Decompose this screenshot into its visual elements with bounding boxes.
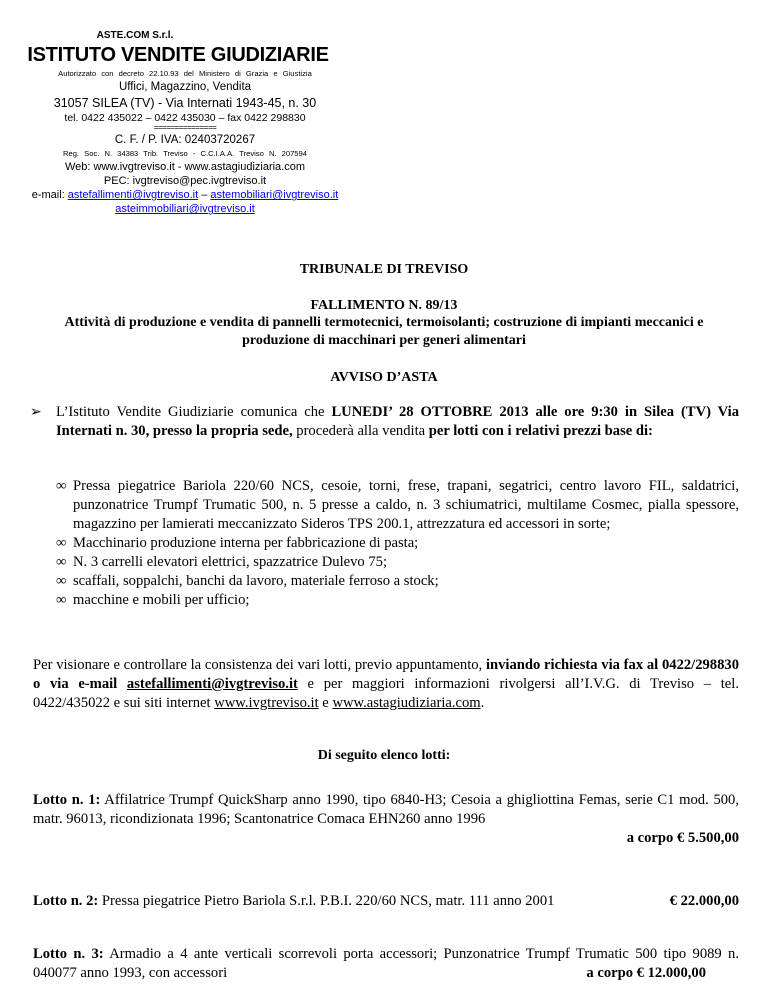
notice-title: AVVISO D’ASTA — [330, 370, 438, 385]
lot-label: Lotto n. 3: — [33, 946, 104, 962]
email-mobiliari-link[interactable]: astemobiliari@ivgtreviso.it — [210, 189, 339, 202]
letterhead — [0, 30, 370, 215]
lot-label: Lotto n. 2: — [33, 893, 99, 909]
lot-label: Lotto n. 1: — [33, 792, 101, 808]
email-line — [0, 189, 370, 201]
court-title: TRIBUNALE DI TREVISO — [299, 262, 469, 277]
lot-description: Armadio a 4 ante verticali scorrevoli porta accessori; Punzonatrice Trumpf Trumatic 500 tipo 9089 n. 040077 anno 1993, con accessori — [33, 946, 739, 981]
header-separator: =============== — [153, 123, 217, 133]
viewing-info — [33, 656, 739, 713]
viewing-end: . — [480, 695, 485, 711]
bullet-mark: ∞ — [56, 554, 67, 570]
bullet-mark: ∞ — [56, 573, 67, 589]
email-separator: – — [198, 189, 211, 202]
list-item — [56, 534, 739, 553]
list-item-text: Pressa piegatrice Bariola 220/60 NCS, cesoie, torni, frese, trapani, segatrici, centro lavoro FIL, saldatrici, punzonatrice Trumpf Trumatic 500, n. 5 presse a caldo, n. 3 schiumatrici, multilame Cosmec, pialla spessore, magazzino per lamierati meccanizzato Sideros TPS 200.1, attrezzatura ed accessori in sorte; — [73, 478, 739, 532]
lots-heading: Di seguito elenco lotti: — [317, 748, 451, 763]
vat-line: C. F. / P. IVA: 02403720267 — [114, 134, 256, 147]
lot-description: Pressa piegatrice Pietro Bariola S.r.l. P.B.I. 220/60 NCS, matr. 111 anno 2001 — [98, 893, 555, 909]
email-line-2 — [0, 203, 370, 215]
offices-line: Uffici, Magazzino, Vendita — [118, 81, 252, 94]
lot-1 — [33, 791, 739, 829]
list-item — [56, 572, 739, 591]
email-prefix: e-mail: — [31, 189, 68, 202]
email-immobiliari-link[interactable]: asteimmobiliari@ivgtreviso.it — [115, 203, 255, 216]
bankruptcy-number: FALLIMENTO N. 89/13 — [310, 298, 458, 313]
registry-line: Reg. Soc. N. 34383 Trib. Treviso - C.C.I.A.A. Treviso N. 207594 — [63, 148, 307, 158]
viewing-info-text: e per maggiori informazioni rivolgersi all’I.V.G. di Treviso – tel. 0422/435022 e sui siti internet — [33, 676, 739, 711]
list-item-text: macchine e mobili per ufficio; — [73, 592, 250, 608]
lot-3-price: a corpo € 12.000,00 — [586, 965, 706, 981]
pec-line: PEC: ivgtreviso@pec.ivgtreviso.it — [103, 175, 267, 188]
bullet-mark: ∞ — [56, 535, 67, 551]
viewing-email-link[interactable]: astefallimenti@ivgtreviso.it — [126, 676, 298, 692]
list-item-text: Macchinario produzione interna per fabbricazione di pasta; — [73, 535, 419, 551]
site-astagiudiziaria-link[interactable]: www.astagiudiziaria.com — [332, 695, 481, 711]
web-line: Web: www.ivgtreviso.it - www.astagiudiziaria.com — [64, 161, 306, 174]
viewing-intro: Per visionare e controllare la consistenza dei vari lotti, previo appuntamento, — [33, 657, 486, 673]
email-fallimenti-link[interactable]: astefallimenti@ivgtreviso.it — [67, 189, 199, 202]
announcement-text — [56, 403, 739, 441]
bullet-mark: ∞ — [56, 478, 67, 494]
list-item-text: N. 3 carrelli elevatori elettrici, spazzatrice Dulevo 75; — [73, 554, 388, 570]
announcement-intro: L’Istituto Vendite Giudiziarie comunica che — [56, 404, 332, 420]
list-item — [56, 591, 739, 610]
list-item-text: scaffali, soppalchi, banchi da lavoro, materiale ferroso a stock; — [73, 573, 439, 589]
phone-line: tel. 0422 435022 – 0422 435030 – fax 0422 298830 — [64, 111, 306, 124]
viewing-and: e — [318, 695, 333, 711]
lot-2-price: € 22.000,00 — [669, 893, 739, 909]
bankruptcy-activity: Attività di produzione e vendita di pannelli termotecnici, termoisolanti; costruzione di impianti meccanici e produzione di macchinari per generi alimentari — [64, 315, 704, 348]
list-item — [56, 477, 739, 534]
announcement-arrow: ➢ — [30, 404, 42, 420]
site-ivgtreviso-link[interactable]: www.ivgtreviso.it — [214, 695, 319, 711]
lot-1-price: a corpo € 5.500,00 — [626, 830, 739, 846]
lots-base-price-note: per lotti con i relativi prezzi base di: — [428, 423, 653, 439]
address-line: 31057 SILEA (TV) - Via Internati 1943-45, n. 30 — [53, 95, 317, 110]
authorization-line: Autorizzato con decreto 22.10.93 del Ministero di Grazia e Giustizia — [58, 69, 312, 78]
auction-date-place: LUNEDI’ 28 OTTOBRE 2013 alle ore 9:30 in Silea (TV) Via Internati n. 30, presso la propria sede, — [56, 404, 740, 439]
company-name: ASTE.COM S.r.l. — [96, 30, 174, 41]
goods-list — [56, 477, 739, 610]
list-item — [56, 553, 739, 572]
viewing-request: inviando richiesta via fax al 0422/298830 o via e-mail — [33, 657, 739, 692]
lot-description: Affilatrice Trumpf QuickSharp anno 1990, tipo 6840-H3; Cesoia a ghigliottina Femas, serie C1 mod. 500, matr. 96013, ricondizionata 1996; Scantonatrice Comaca EHN260 anno 1996 — [33, 792, 739, 827]
institute-title: ISTITUTO VENDITE GIUDIZIARIE — [27, 44, 329, 66]
bullet-mark: ∞ — [56, 592, 67, 608]
announcement-mid: procederà alla vendita — [292, 423, 429, 439]
